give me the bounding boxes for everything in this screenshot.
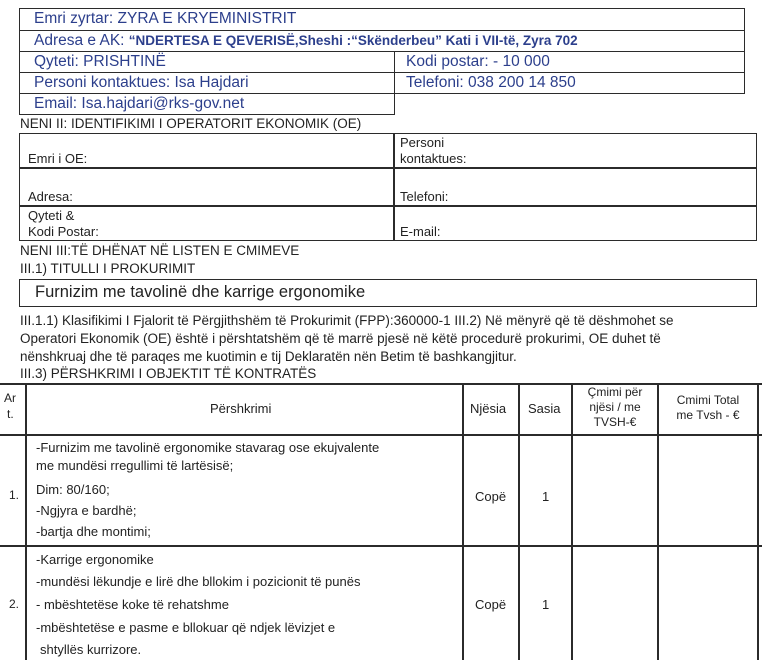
oe-name-label: Emri i OE: xyxy=(28,151,88,166)
table-row-1-line-2: me mundësi rregullimi të lartësisë; xyxy=(36,458,234,473)
col-qty-label: Sasia xyxy=(528,401,561,416)
table-row-2-line-3: - mbështetëse koke të rehatshme xyxy=(36,597,229,612)
items-table-vline-2 xyxy=(462,383,464,660)
oe-address-label: Adresa: xyxy=(28,189,73,204)
oe-email-label: E-mail: xyxy=(400,224,441,239)
col-desc-label: Përshkrimi xyxy=(210,401,272,416)
authority-contact-label: Personi kontaktues: xyxy=(34,74,171,91)
items-table-vline-3 xyxy=(518,383,520,660)
oe-contact-label-1: Personi xyxy=(400,135,445,150)
authority-city-label: Qyteti: xyxy=(34,53,79,70)
authority-postal-label: Kodi postar: xyxy=(406,53,489,70)
items-table-header-border xyxy=(0,434,762,436)
col-price-label-2: njësi / me xyxy=(589,400,641,414)
authority-contact-value: Isa Hajdari xyxy=(174,74,249,91)
procurement-title-value: Furnizim me tavolinë dhe karrige ergonomike xyxy=(35,283,366,301)
classification-paragraph-line-2: Operatori Ekonomik (OE) është i përshtatshëm që të marrë pjesë në këtë procedurë prokurimi, OE duhet të xyxy=(20,331,661,346)
authority-name-value: ZYRA E KRYEMINISTRIT xyxy=(117,10,297,27)
authority-city xyxy=(34,53,166,71)
authority-name xyxy=(34,10,296,28)
table-row-1-line-3: Dim: 80/160; xyxy=(36,482,110,497)
col-art-label-1: Ar xyxy=(4,391,16,405)
authority-phone-value: 038 200 14 850 xyxy=(468,74,576,91)
authority-email-value[interactable]: Isa.hajdari@rks-gov.net xyxy=(81,95,245,112)
oe-table-vline xyxy=(393,133,395,241)
col-price-label-3: TVSH-€ xyxy=(593,415,637,429)
table-row-2-line-4: -mbështetëse e pasme e bllokuar që ndjek lëvizjet e xyxy=(36,620,336,635)
authority-contact xyxy=(34,74,249,92)
items-table-row1-border xyxy=(0,545,762,547)
authority-address xyxy=(34,32,578,50)
table-row-2-unit: Copë xyxy=(475,597,507,612)
oe-city-label-1: Qyteti & xyxy=(28,208,75,223)
oe-contact-label-2: kontaktues: xyxy=(400,151,467,166)
table-row-2-line-2: -mundësi lëkundje e lirë dhe bllokim i pozicionit të punës xyxy=(36,574,361,589)
classification-paragraph-line-3: nënshkruaj dhe të paraqes me kuotimin e tij Deklaratën nën Betim të bashkangjitur. xyxy=(20,349,517,364)
items-table-vline-1 xyxy=(25,383,27,660)
table-row-1-line-5: -bartja dhe montimi; xyxy=(36,524,151,539)
items-table-vline-5 xyxy=(657,383,659,660)
table-row-1-num: 1. xyxy=(9,488,20,502)
oe-table-hline-2 xyxy=(19,205,757,207)
col-unit-label: Njësia xyxy=(470,401,507,416)
procurement-title-heading: III.1) TITULLI I PROKURIMIT xyxy=(20,261,196,276)
authority-address-value: “NDERTESA E QEVERISË,Sheshi :“Skënderbeu” Kati i VII-të, Zyra 702 xyxy=(128,33,578,48)
items-table xyxy=(0,383,762,660)
col-price-label xyxy=(573,385,657,430)
authority-city-value: PRISHTINË xyxy=(83,53,166,70)
col-total-label-2: me Tvsh - € xyxy=(676,408,740,422)
table-row-2-line-5: shtyllës kurrizore. xyxy=(40,642,142,657)
authority-email xyxy=(34,95,244,113)
oe-table xyxy=(19,133,757,241)
table-row-1-unit: Copë xyxy=(475,489,507,504)
authority-address-label: Adresa e AK: xyxy=(34,32,125,49)
authority-name-label: Emri zyrtar: xyxy=(34,10,114,27)
authority-phone-label: Telefoni: xyxy=(406,74,464,91)
classification-paragraph-line-1: III.1.1) Klasifikimi I Fjalorit të Përgjithshëm të Prokurimit (FPP):360000-1 III.2) Në mënyrë që të dëshmohet se xyxy=(20,313,674,328)
items-table-vline-6 xyxy=(757,383,759,660)
table-row-1-line-4: -Ngjyra e bardhë; xyxy=(36,503,137,518)
col-total-label-1: Cmimi Total xyxy=(676,393,740,407)
oe-city-label-2: Kodi Postar: xyxy=(28,224,99,239)
col-art-label-2: t. xyxy=(7,407,14,421)
authority-email-label: Email: xyxy=(34,95,78,112)
authority-postal xyxy=(406,53,550,71)
oe-phone-label: Telefoni: xyxy=(400,189,449,204)
col-total-label xyxy=(659,393,757,423)
table-row-1-line-1: -Furnizim me tavolinë ergonomike stavarag ose ekujvalente xyxy=(36,440,380,455)
oe-table-hline-1 xyxy=(19,167,757,169)
table-row-2-num: 2. xyxy=(9,597,20,611)
col-price-label-1: Çmimi për xyxy=(587,385,643,399)
authority-phone xyxy=(406,74,576,92)
table-row-2-line-1: -Karrige ergonomike xyxy=(36,552,154,567)
contract-description-heading: III.3) PËRSHKRIMI I OBJEKTIT TË KONTRATËS xyxy=(20,366,317,381)
table-row-2-qty: 1 xyxy=(542,597,550,612)
section3-heading: NENI III:TË DHËNAT NË LISTEN E CMIMEVE xyxy=(20,243,300,258)
authority-postal-value: - 10 000 xyxy=(493,53,550,70)
table-row-1-qty: 1 xyxy=(542,489,550,504)
section2-heading: NENI II: IDENTIFIKIMI I OPERATORIT EKONOMIK (OE) xyxy=(20,116,362,131)
